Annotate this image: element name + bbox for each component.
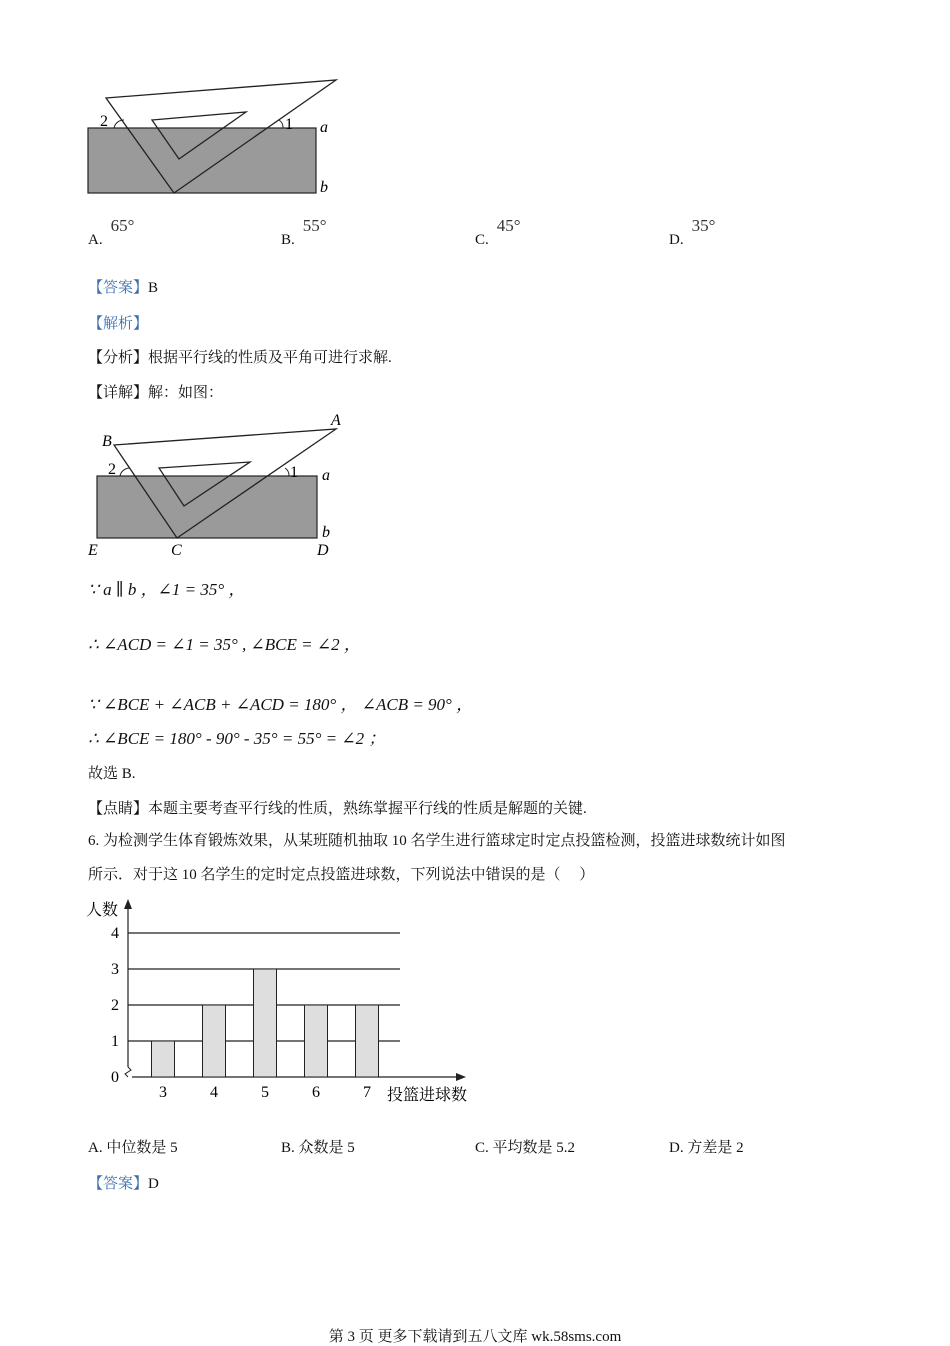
option6-b[interactable]: B. 众数是 5	[281, 1140, 355, 1156]
bar-7	[356, 1005, 379, 1077]
label-A: A	[331, 412, 341, 429]
label-E: E	[88, 542, 98, 559]
option-d[interactable]: D.35°	[669, 216, 716, 248]
conclusion: 故选 B.	[88, 766, 136, 782]
answer-5: 【答案】B	[88, 280, 159, 296]
angle-2-arc-2	[120, 468, 130, 476]
option-c-value: 45°	[496, 216, 521, 235]
step-2: ∴ ∠ACD = ∠1 = 35° , ∠BCE = ∠2 ，	[88, 635, 361, 654]
x-tick-label: 4	[210, 1084, 218, 1101]
label-2: 2	[100, 113, 108, 130]
bar-chart	[80, 895, 480, 1110]
y-tick-label: 1	[111, 1033, 119, 1050]
ruler-rect-2	[97, 476, 317, 538]
y-axis-arrow	[124, 899, 132, 909]
angle-1-arc	[279, 120, 283, 128]
bar-3	[152, 1041, 175, 1077]
step-1: ∵ a ∥ b ，∠1 = 35° ，	[88, 580, 246, 599]
figure-triangle-ruler-1	[80, 70, 350, 205]
x-tick-label: 6	[312, 1084, 320, 1101]
label-C: C	[171, 542, 182, 559]
x-tick-label: 3	[159, 1084, 167, 1101]
label-D: D	[317, 542, 329, 559]
label-2b: 2	[108, 461, 116, 478]
option-b-value: 55°	[302, 216, 327, 235]
ruler-rect	[88, 128, 316, 193]
step-4: ∴ ∠BCE = 180° - 90° - 35° = 55° = ∠2 ；	[88, 729, 386, 748]
label-a2: a	[322, 467, 330, 484]
fenxi-line: 【分析】根据平行线的性质及平角可进行求解.	[88, 350, 392, 366]
option-c[interactable]: C.45°	[475, 216, 521, 248]
option6-a[interactable]: A. 中位数是 5	[88, 1140, 178, 1156]
label-b: b	[320, 179, 328, 196]
bar-5	[254, 969, 277, 1077]
option6-d[interactable]: D. 方差是 2	[669, 1140, 744, 1156]
chart-xlabel: 投篮进球数	[387, 1087, 468, 1104]
xiangjie-line: 【详解】解：如图：	[88, 385, 224, 401]
label-a: a	[320, 119, 328, 136]
page-footer: 第 3 页 更多下载请到五八文库 wk.58sms.com	[328, 1329, 622, 1345]
y-tick-label: 0	[111, 1069, 119, 1086]
y-tick-label: 2	[111, 997, 119, 1014]
dianjing-line: 【点睛】本题主要考查平行线的性质，熟练掌握平行线的性质是解题的关键.	[88, 801, 587, 817]
figure-triangle-ruler-2	[84, 408, 354, 560]
label-B: B	[102, 433, 112, 450]
option6-c[interactable]: C. 平均数是 5.2	[475, 1140, 576, 1156]
x-tick-label: 5	[261, 1084, 269, 1101]
question-6-line2: 所示．对于这 10 名学生的定时定点投篮进球数，下列说法中错误的是（ ）	[88, 867, 595, 883]
angle-1-arc-2	[285, 468, 289, 476]
question-6	[88, 824, 868, 892]
x-axis-arrow	[456, 1073, 466, 1081]
label-1b: 1	[290, 464, 298, 481]
y-tick-label: 3	[111, 961, 119, 978]
x-tick-label: 7	[363, 1084, 371, 1101]
option-d-value: 35°	[691, 216, 716, 235]
analysis-heading: 【解析】	[88, 316, 149, 332]
label-1: 1	[285, 116, 293, 133]
option-b[interactable]: B.55°	[281, 216, 327, 248]
label-b2: b	[322, 524, 330, 541]
axis-break	[125, 1067, 131, 1077]
step-3: ∵ ∠BCE + ∠ACB + ∠ACD = 180° ， ∠ACB = 90° ，	[88, 695, 474, 714]
y-tick-label: 4	[111, 925, 119, 942]
option-a[interactable]: A.65°	[88, 216, 135, 248]
bar-4	[203, 1005, 226, 1077]
bar-6	[305, 1005, 328, 1077]
answer-6: 【答案】D	[88, 1176, 159, 1192]
chart-ylabel: 人数	[86, 902, 119, 919]
question-6-line1: 6. 为检测学生体育锻炼效果，从某班随机抽取 10 名学生进行篮球定时定点投篮检测，投篮进球数统计如图	[88, 833, 786, 849]
option-a-value: 65°	[110, 216, 135, 235]
